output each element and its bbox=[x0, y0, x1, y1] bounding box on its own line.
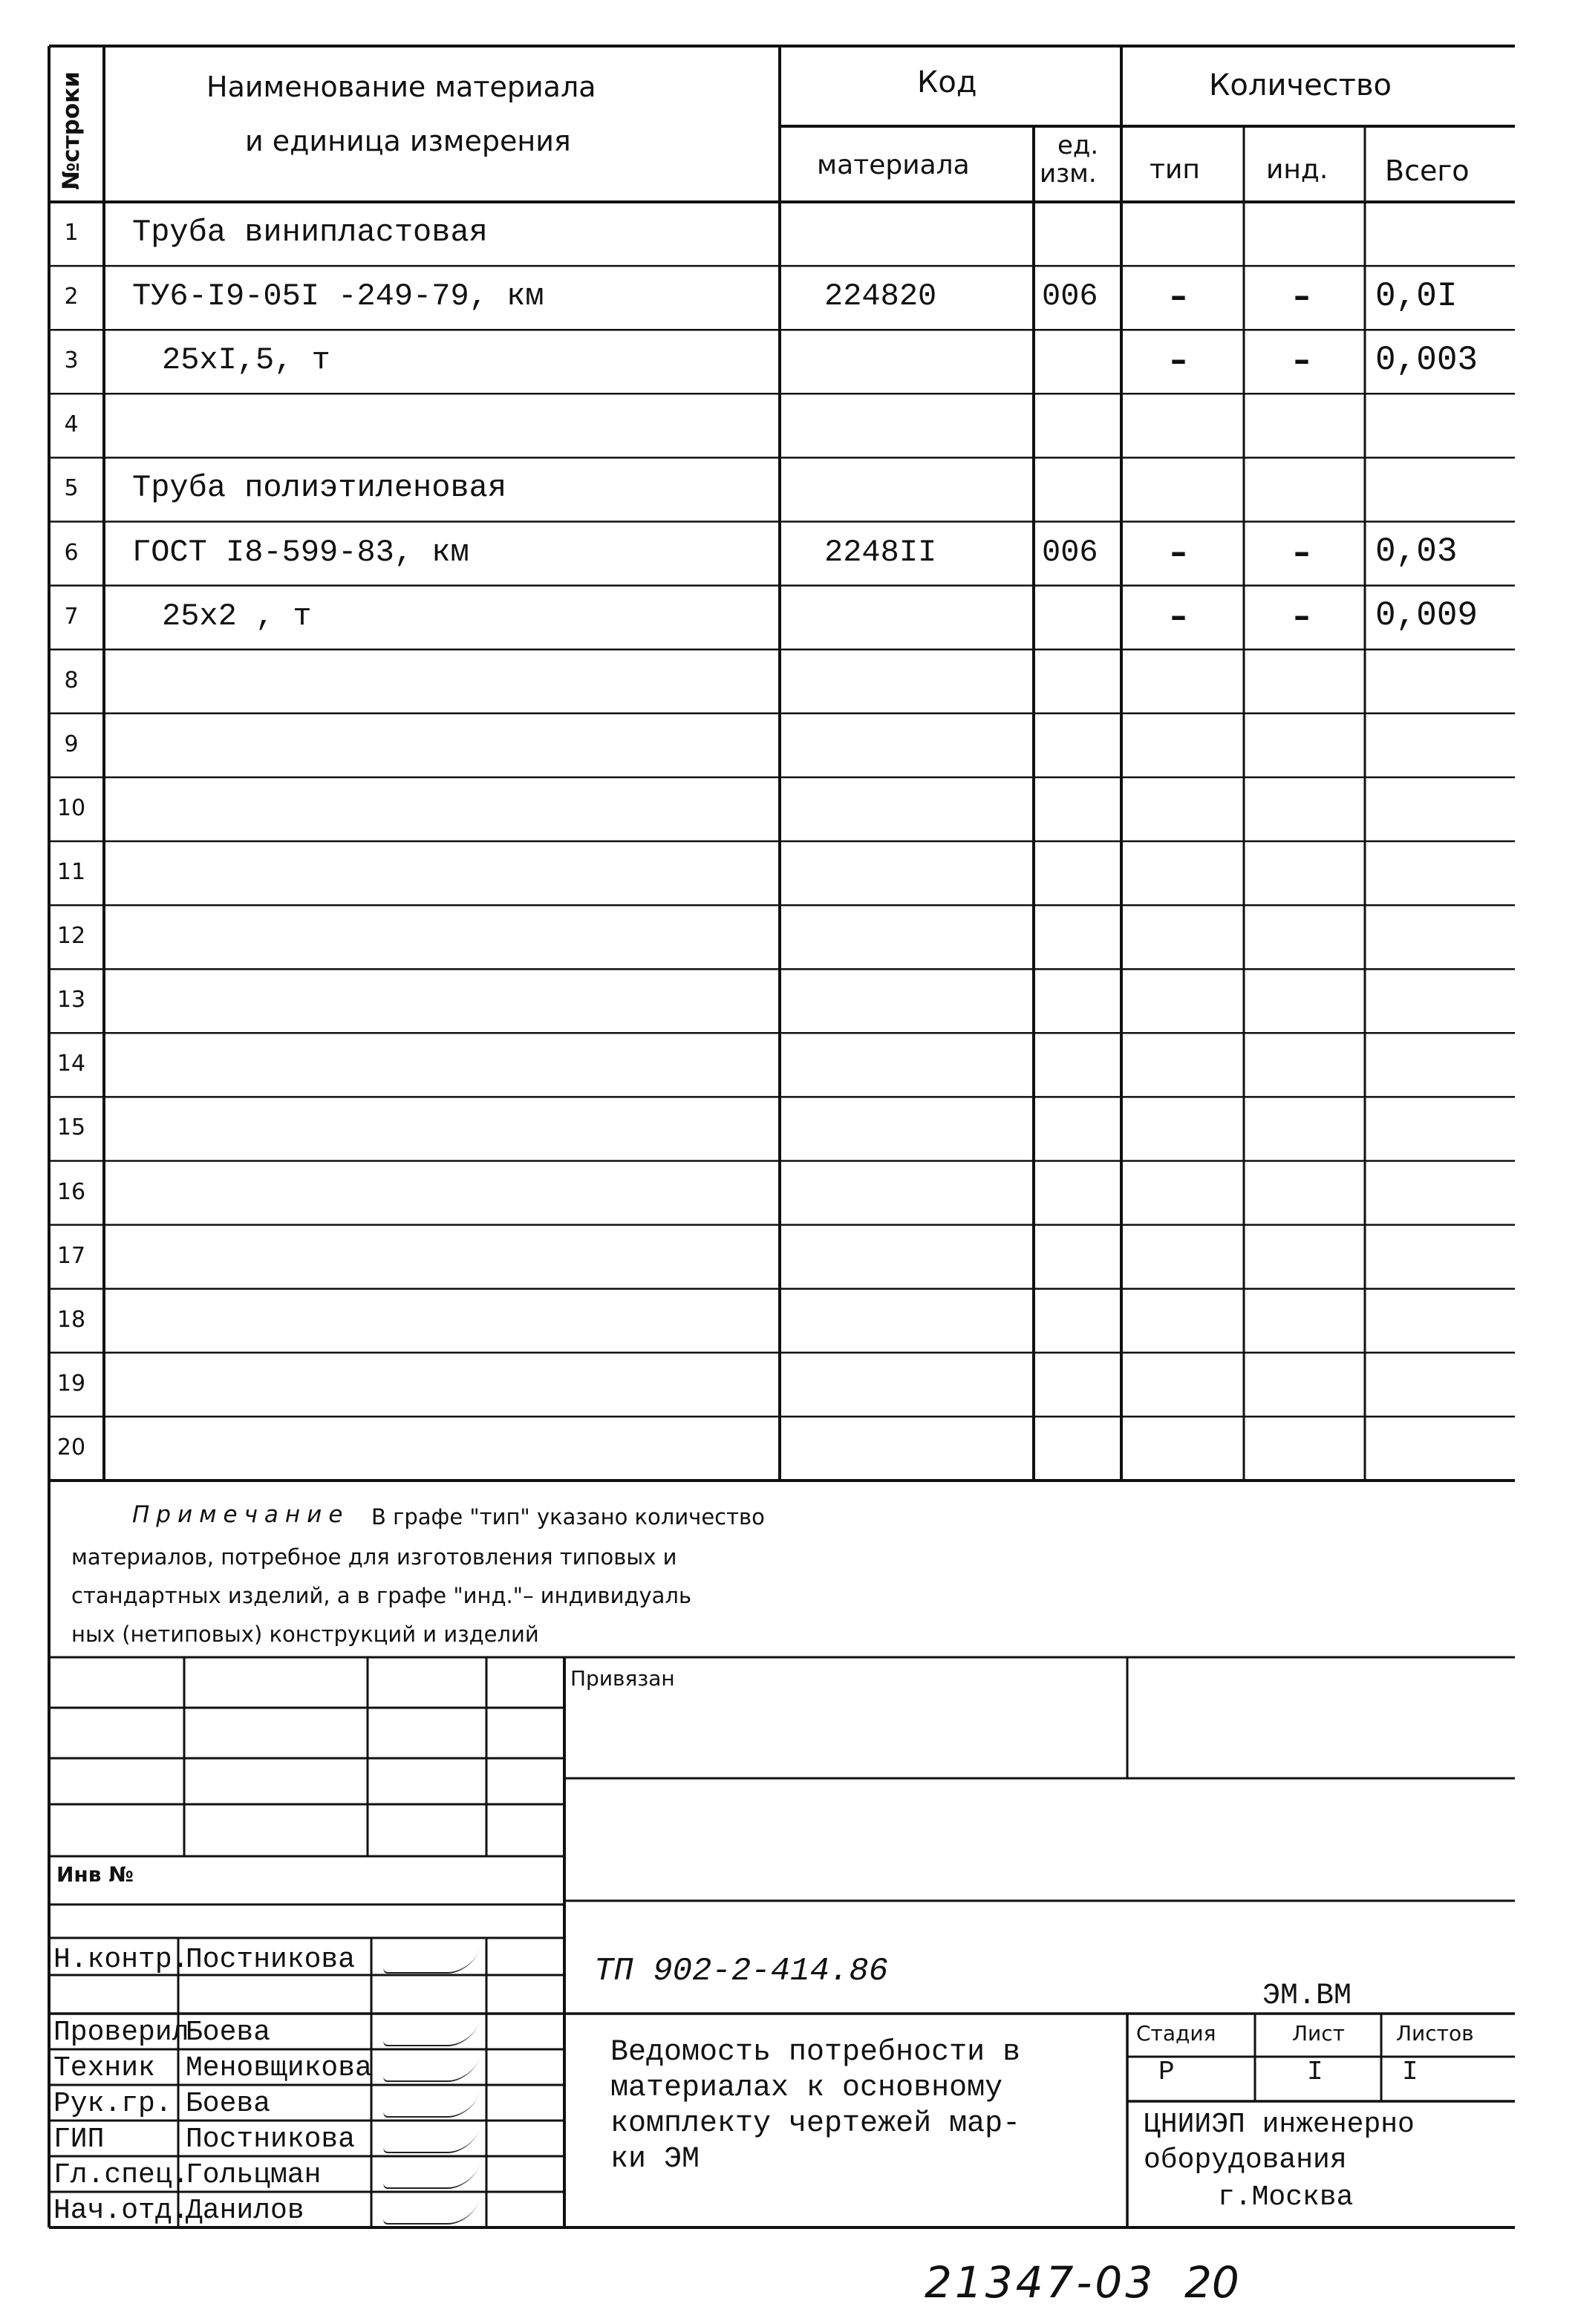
cell-code: 2248II bbox=[824, 534, 937, 570]
code-material-header: материала bbox=[817, 150, 970, 180]
signer-name: Постникова bbox=[186, 1944, 356, 1976]
footer-page-number: 20 bbox=[1184, 2257, 1239, 2308]
note-line1: В графе "тип" указано количество bbox=[371, 1504, 765, 1530]
stage-label: Стадия bbox=[1136, 2021, 1216, 2046]
row-number: 16 bbox=[56, 1178, 86, 1205]
note-line2: материалов, потребное для изготовления типовых и bbox=[71, 1544, 677, 1570]
cell-name: Труба полиэтиленовая bbox=[132, 470, 507, 506]
row-number: 4 bbox=[64, 411, 79, 438]
cell-total: 0,009 bbox=[1375, 596, 1478, 636]
stage-value: Р bbox=[1158, 2057, 1175, 2087]
qty-total-header: Всего bbox=[1385, 154, 1470, 187]
row-number: 13 bbox=[56, 987, 86, 1014]
row-number: 6 bbox=[64, 539, 79, 566]
cell-tip: – bbox=[1170, 341, 1187, 379]
name-header-line1: Наименование материала bbox=[206, 71, 596, 103]
code-header: Код bbox=[917, 65, 977, 99]
signer-name: Меновщикова bbox=[186, 2052, 372, 2084]
code-unit-header-line1: ед. bbox=[1057, 131, 1099, 160]
cell-name: 25xI,5, т bbox=[162, 342, 330, 379]
title-line2: материалах к основному bbox=[610, 2072, 1003, 2105]
cell-ind: – bbox=[1294, 532, 1310, 571]
signer-role: Н.контр. bbox=[53, 1944, 189, 1976]
signer-name: Боева bbox=[186, 2017, 271, 2049]
signer-role: Рук.гр. bbox=[53, 2088, 172, 2120]
title-line1: Ведомость потребности в bbox=[610, 2036, 1021, 2069]
row-number: 12 bbox=[56, 923, 86, 950]
cell-name: Труба винипластовая bbox=[132, 215, 488, 250]
organization-line3: г.Москва bbox=[1218, 2181, 1354, 2213]
row-number: 11 bbox=[56, 859, 86, 886]
row-number: 19 bbox=[56, 1370, 86, 1397]
row-number: 7 bbox=[64, 603, 79, 630]
row-number: 8 bbox=[64, 667, 79, 693]
cell-tip: – bbox=[1170, 532, 1187, 571]
sheets-label: Листов bbox=[1396, 2021, 1474, 2046]
row-number: 3 bbox=[64, 347, 79, 374]
cell-code: 224820 bbox=[824, 278, 937, 315]
sheets-value: I bbox=[1402, 2057, 1418, 2087]
footer-document-number: 21347-03 bbox=[925, 2257, 1156, 2308]
row-number: 18 bbox=[56, 1306, 86, 1333]
organization-line2: оборудования bbox=[1144, 2144, 1347, 2176]
cell-unit: 006 bbox=[1042, 534, 1098, 570]
row-number: 1 bbox=[64, 220, 79, 247]
sheet-label: Лист bbox=[1292, 2021, 1345, 2046]
row-number: 20 bbox=[56, 1434, 86, 1460]
cell-total: 0,003 bbox=[1375, 340, 1478, 379]
signer-name: Данилов bbox=[186, 2195, 304, 2227]
drawing-mark: ЭМ.ВМ bbox=[1262, 1979, 1352, 2013]
row-number: 9 bbox=[64, 731, 79, 757]
signer-role: Нач.отд. bbox=[53, 2195, 189, 2227]
cell-name: ГОСТ I8-599-83, км bbox=[132, 534, 469, 570]
cell-total: 0,03 bbox=[1375, 532, 1458, 572]
row-number: 2 bbox=[64, 284, 79, 310]
signer-name: Постникова bbox=[186, 2124, 356, 2155]
cell-tip: – bbox=[1170, 596, 1187, 635]
document-code: ТП 902-2-414.86 bbox=[594, 1953, 889, 1990]
signer-role: ГИП bbox=[53, 2124, 105, 2155]
signer-role: Техник bbox=[53, 2052, 155, 2084]
inventory-number-label: Инв № bbox=[56, 1862, 134, 1887]
row-number: 14 bbox=[56, 1051, 86, 1077]
cell-ind: – bbox=[1294, 277, 1310, 316]
row-number: 10 bbox=[56, 794, 86, 821]
note-line4: ных (нетиповых) конструкций и изделий bbox=[71, 1622, 539, 1647]
quantity-header: Количество bbox=[1209, 68, 1392, 102]
organization-line1: ЦНИИЭП инженерно bbox=[1144, 2109, 1415, 2141]
privyazan-label: Привязан bbox=[570, 1666, 675, 1691]
cell-unit: 006 bbox=[1042, 278, 1098, 315]
cell-ind: – bbox=[1294, 341, 1310, 379]
title-line3: комплекту чертежей мар- bbox=[610, 2107, 1021, 2141]
row-number: 5 bbox=[64, 475, 79, 502]
qty-ind-header: инд. bbox=[1266, 154, 1328, 185]
row-number: 15 bbox=[56, 1114, 86, 1141]
signer-name: Боева bbox=[186, 2088, 271, 2120]
code-unit-header-line2: изм. bbox=[1040, 159, 1097, 189]
signer-name: Гольцман bbox=[186, 2159, 322, 2191]
signer-role: Гл.спец. bbox=[53, 2159, 189, 2191]
note-heading: Примечание bbox=[132, 1501, 350, 1528]
cell-total: 0,0I bbox=[1375, 276, 1458, 316]
cell-name: 25x2 , т bbox=[162, 598, 312, 634]
sheet-value: I bbox=[1307, 2057, 1323, 2087]
cell-name: ТУ6-I9-05I -249-79, км bbox=[132, 278, 544, 315]
note-line3: стандартных изделий, а в графе "инд."– индивидуаль bbox=[71, 1583, 692, 1608]
qty-type-header: тип bbox=[1150, 154, 1200, 185]
row-number-header: №строки bbox=[58, 71, 85, 190]
name-header-line2: и единица измерения bbox=[245, 125, 571, 157]
signer-role: Проверил bbox=[53, 2017, 189, 2049]
cell-tip: – bbox=[1170, 277, 1187, 316]
cell-ind: – bbox=[1294, 596, 1310, 635]
row-number: 17 bbox=[56, 1242, 86, 1269]
title-line4: ки ЭМ bbox=[610, 2143, 700, 2176]
